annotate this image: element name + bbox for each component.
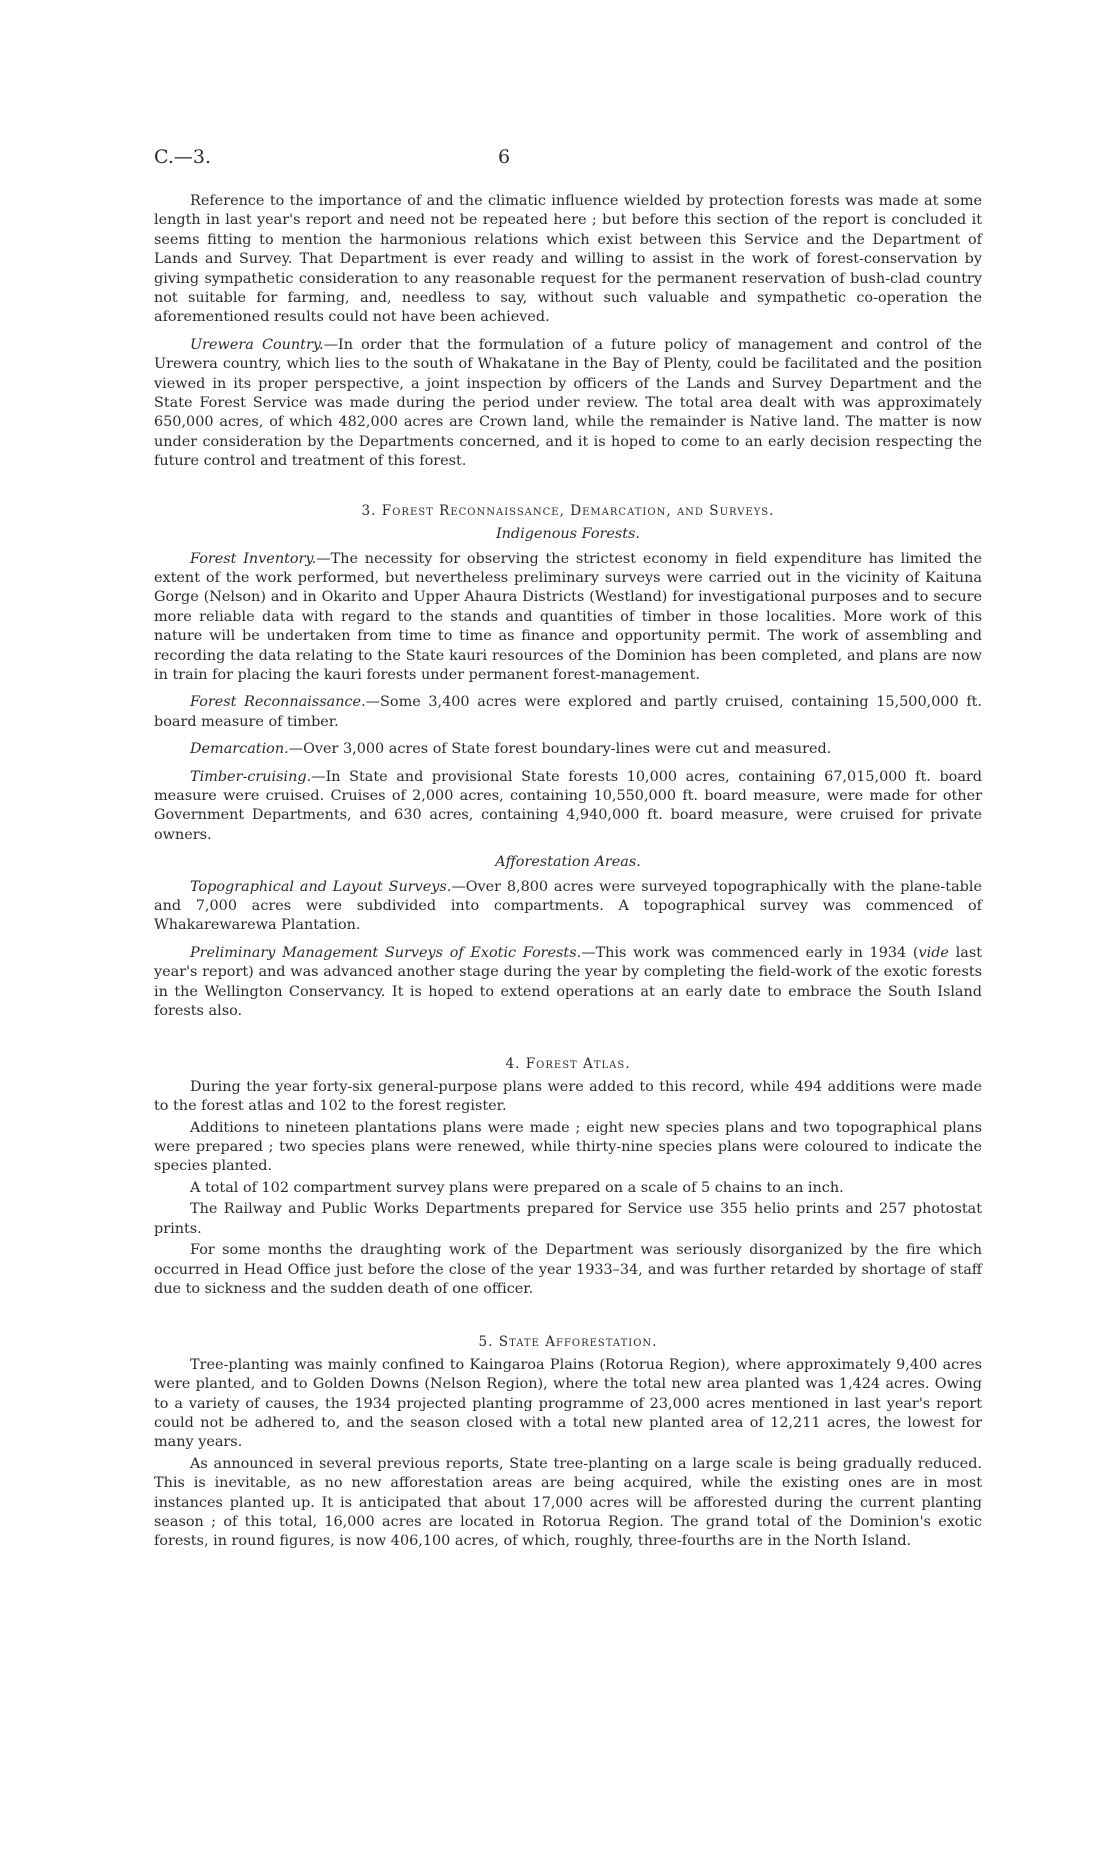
afforestation-paragraph-2: As announced in several previous reports, State tree-planting on a large scale is being gradually reduced. This is inevitable, as no new afforestation areas are being acquired, while the existing ones are in most instances planted up. It is anticipated that about 17,000 acres will be afforested during the current planting season ; of this total, 16,000 acres are located in Rotorua Region. The grand total of the Dominion's exotic forests, in round figures, is now 406,100 acres, of which, roughly, three-fourths are in the North Island. xyxy=(154,1455,982,1550)
atlas-paragraph-4: The Railway and Public Works Departments prepared for Service use 355 helio prints and 257 photostat prints. xyxy=(154,1201,982,1237)
vide-word: vide xyxy=(918,944,949,961)
intro-text: Reference to the importance of and the climatic influence wielded by protection forests was made at some length in last year's report and need not be repeated here ; but before this section of the report is concluded it seems fitting to mention the harmonious relations which exist between this Service and the Department of Lands and Survey. That Department is ever ready and willing to assist in the work of forest-conservation by giving sympathetic consideration to any reasonable request for the permanent reservation of bush-clad country not suitable for farming, and, needless to say, without such valuable and sympathetic co-operation the aforementioned results could not have been achieved. xyxy=(154,193,982,326)
management-surveys-text-b: last year's report) and was advanced another stage during the year by completing the field-work of the exotic forests in the Wellington Conservancy. It is hoped to extend operations at an early date to embrace the South Island forests also. xyxy=(154,944,982,1020)
topographical-surveys-text: —Over 8,800 acres were surveyed topographically with the plane-table and 7,000 acres were subdivided into compartments. A topographical survey was commenced of Whakarewarewa Plantation. xyxy=(154,878,982,934)
management-surveys-lead: Preliminary Management Surveys of Exotic Forests. xyxy=(190,944,582,961)
section-4-heading: 4. Forest Atlas. xyxy=(505,1056,631,1073)
atlas-paragraph-2: Additions to nineteen plantations plans were made ; eight new species plans and two topographical plans were prepared ; two species plans were renewed, while thirty-nine species plans were coloured to indicate the species planted. xyxy=(154,1119,982,1175)
management-surveys-text-a: —This work was commenced early in 1934 ( xyxy=(581,944,919,961)
afforestation-areas-subheading: Afforestation Areas. xyxy=(495,854,641,871)
section-5-heading: 5. State Afforestation. xyxy=(478,1334,658,1351)
timber-cruising-text: —In State and provisional State forests 10,000 acres, containing 67,015,000 ft. board measure were cruised. Cruises of 2,000 acres, containing 10,550,000 ft. board measure, were made for other Government Departments, and 630 acres, containing 4,940,000 ft. board measure, were cruised for private owners. xyxy=(154,768,982,843)
intro-paragraph xyxy=(154,192,982,328)
forest-reconnaissance-paragraph xyxy=(154,693,982,732)
indigenous-forests-subheading: Indigenous Forests. xyxy=(495,526,641,543)
urewera-text: —In order that the formulation of a future policy of management and control of the Urewera country, which lies to the south of Whakatane in the Bay of Plenty, could be facilitated and the position viewed in its proper perspective, a joint inspection by officers of the Lands and Survey Department and the State Forest Service was made during the period under review. The total area dealt with was approximately 650,000 acres, of which 482,000 acres are Crown land, while the remainder is Native land. The matter is now under consideration by the Departments concerned, and it is hoped to come to an early decision respecting the future control and treatment of this forest. xyxy=(154,336,982,470)
topographical-surveys-lead: Topographical and Layout Surveys. xyxy=(190,878,452,895)
section-3-heading: 3. Forest Reconnaissance, Demarcation, and Surveys. xyxy=(361,502,775,519)
forest-inventory-paragraph xyxy=(154,550,982,686)
forest-reconnaissance-text: —Some 3,400 acres were explored and partly cruised, containing 15,500,000 ft. board measure of timber. xyxy=(154,694,983,730)
demarcation-text: —Over 3,000 acres of State forest boundary-lines were cut and measured. xyxy=(288,741,832,758)
demarcation-paragraph xyxy=(154,740,982,759)
forest-reconnaissance-lead: Forest Reconnaissance. xyxy=(190,694,366,711)
atlas-paragraph-3: A total of 102 compartment survey plans were prepared on a scale of 5 chains to an inch. xyxy=(190,1179,844,1196)
forest-inventory-text: —The necessity for observing the strictest economy in field expenditure has limited the extent of the work performed, but nevertheless preliminary surveys were carried out in the vicinity of Kaituna Gorge (Nelson) and in Okarito and Upper Ahaura Districts (Westland) for investigational purposes and to secure more reliable data with regard to the stands and quantities of timber in those localities. More work of this nature will be undertaken from time to time as finance and opportunity permit. The work of assembling and recording the data relating to the State kauri resources of the Dominion has been completed, and plans are now in train for placing the kauri forests under permanent forest-management. xyxy=(154,550,982,683)
page-number: 6 xyxy=(498,146,511,168)
topographical-surveys-paragraph xyxy=(154,878,982,936)
timber-cruising-paragraph xyxy=(154,768,982,846)
page-header xyxy=(154,146,982,170)
report-reference: C.—3. xyxy=(154,146,212,168)
management-surveys-paragraph xyxy=(154,944,982,1022)
demarcation-lead: Demarcation. xyxy=(190,741,289,758)
document-body xyxy=(154,192,982,1554)
afforestation-paragraph-1: Tree-planting was mainly confined to Kaingaroa Plains (Rotorua Region), where approximately 9,400 acres were planted, and to Golden Downs (Nelson Region), where the total new area planted was 1,424 acres. Owing to a variety of causes, the 1934 projected planting programme of 23,000 acres mentioned in last year's report could not be adhered to, and the season closed with a total new planted area of 12,211 acres, the lowest for many years. xyxy=(154,1356,982,1451)
atlas-paragraph-1: During the year forty-six general-purpose plans were added to this record, while 494 additions were made to the forest atlas and 102 to the forest register. xyxy=(154,1078,982,1115)
atlas-paragraph-5: For some months the draughting work of the Department was seriously disorganized by the fire which occurred in Head Office just before the close of the year 1933–34, and was further retarded by shortage of staff due to sickness and the sudden death of one officer. xyxy=(154,1242,982,1297)
urewera-lead: Urewera Country. xyxy=(190,336,324,353)
forest-inventory-lead: Forest Inventory. xyxy=(190,550,317,567)
timber-cruising-lead: Timber-cruising. xyxy=(190,768,312,785)
urewera-paragraph xyxy=(154,336,982,472)
